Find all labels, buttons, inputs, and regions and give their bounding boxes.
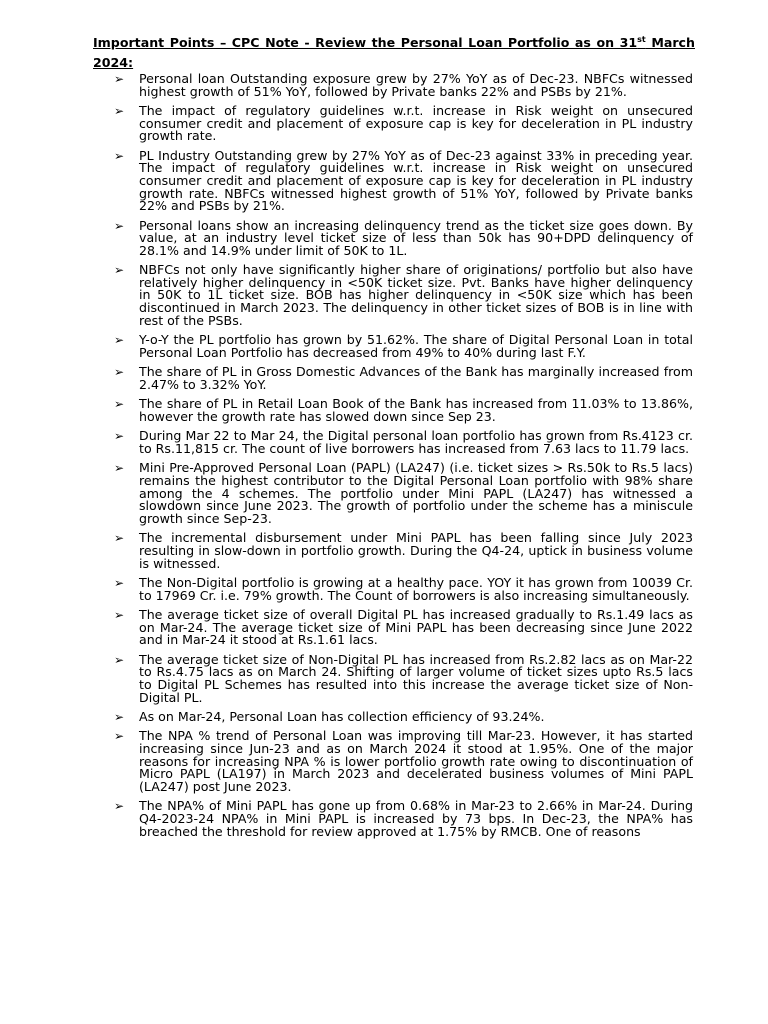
bullet-point-text: PL Industry Outstanding grew by 27% YoY as of Dec-23 against 33% in preceding year. The impact of regulatory guidelines w.r.t. increase in Risk weight on unsecured consumer credit and placement of exposure cap is key for deceleration in PL industry growth rate. NBFCs witnessed highest growth of 51% YoY, followed by Private banks 22% and PSBs by 21%. bbox=[139, 147, 693, 214]
bullet-point-text: Personal loan Outstanding exposure grew by 27% YoY as of Dec-23. NBFCs witnessed highest growth of 51% YoY, followed by Private banks 22% and PSBs by 21%. bbox=[139, 71, 693, 99]
bullet-point bbox=[114, 332, 693, 360]
bullet-point-text: The Non-Digital portfolio is growing at a healthy pace. YOY it has grown from 10039 Cr. to 17969 Cr. i.e. 79% growth. The Count of borrowers is also increasing simultaneously. bbox=[139, 574, 693, 603]
arrow-bullet-icon: ➢ bbox=[114, 148, 125, 163]
heading-text: Important Points – CPC Note - Review the Personal Loan Portfolio as on 31 bbox=[93, 35, 638, 50]
bullet-point-text: During Mar 22 to Mar 24, the Digital personal loan portfolio has grown from Rs.4123 cr. to Rs.11,815 cr. The count of live borrowers has increased from 7.63 lacs to 11.79 lacs. bbox=[139, 428, 693, 456]
bullet-point bbox=[114, 709, 693, 724]
arrow-bullet-icon: ➢ bbox=[114, 104, 125, 119]
bullet-point-text: NBFCs not only have significantly higher share of originations/ portfolio but also have relatively higher delinquency in <50K ticket size. Pvt. Banks have higher delinquency in 50K to 1L ticket size. BOB has higher delinquency in <50K size which has been discontinued in March 2023. The delinquency in other ticket sizes of BOB is in line with rest of the PSBs. bbox=[139, 262, 693, 328]
bullet-point-text: The share of PL in Gross Domestic Advances of the Bank has marginally increased from 2.47% to 3.32% YoY. bbox=[139, 364, 693, 392]
bullet-point bbox=[114, 147, 693, 214]
bullet-point bbox=[114, 217, 693, 258]
bullet-point-list bbox=[0, 73, 768, 845]
arrow-bullet-icon: ➢ bbox=[114, 652, 125, 667]
bullet-point-text: The NPA % trend of Personal Loan was improving till Mar-23. However, it has started increasing since Jun-23 and as on March 2024 it stood at 1.95%. One of the major reasons for increasing NPA % is lower portfolio growth rate owing to discontinuation of Micro PAPL (LA197) in March 2023 and decelerated business volumes of Mini PAPL (LA247) post June 2023. bbox=[139, 728, 693, 794]
arrow-bullet-icon: ➢ bbox=[114, 710, 125, 724]
bullet-point-text: Y-o-Y the PL portfolio has grown by 51.62%. The share of Digital Personal Loan in total Personal Loan Portfolio has decreased from 49% to 40% during last F.Y. bbox=[139, 332, 693, 360]
arrow-bullet-icon: ➢ bbox=[114, 429, 125, 444]
arrow-bullet-icon: ➢ bbox=[114, 365, 125, 380]
bullet-point-text: The share of PL in Retail Loan Book of the Bank has increased from 11.03% to 13.86%, however the growth rate has slowed down since Sep 23. bbox=[139, 396, 693, 424]
arrow-bullet-icon: ➢ bbox=[114, 218, 125, 233]
bullet-point bbox=[114, 607, 693, 648]
bullet-point-text: The average ticket size of overall Digital PL has increased gradually to Rs.1.49 lacs as on Mar-24. The average ticket size of Mini PAPL has been decreasing since June 2022 and in Mar-24 it stood at Rs.1.61 lacs. bbox=[139, 607, 693, 648]
arrow-bullet-icon: ➢ bbox=[114, 799, 125, 814]
bullet-point bbox=[114, 530, 693, 571]
bullet-point bbox=[114, 103, 693, 144]
arrow-bullet-icon: ➢ bbox=[114, 608, 125, 623]
bullet-point bbox=[114, 574, 693, 603]
bullet-point-text: The impact of regulatory guidelines w.r.t. increase in Risk weight on unsecured consumer credit and placement of exposure cap is key for deceleration in PL industry growth rate. bbox=[139, 103, 693, 144]
arrow-bullet-icon: ➢ bbox=[114, 333, 125, 348]
arrow-bullet-icon: ➢ bbox=[114, 263, 125, 278]
arrow-bullet-icon: ➢ bbox=[114, 729, 125, 744]
bullet-point bbox=[114, 728, 693, 794]
heading-superscript: st bbox=[637, 35, 646, 44]
bullet-point-text: As on Mar-24, Personal Loan has collection efficiency of 93.24%. bbox=[139, 709, 545, 724]
bullet-point bbox=[114, 428, 693, 456]
bullet-point bbox=[114, 798, 693, 839]
arrow-bullet-icon: ➢ bbox=[114, 72, 125, 86]
bullet-point-text: The NPA% of Mini PAPL has gone up from 0.68% in Mar-23 to 2.66% in Mar-24. During Q4-2023-24 NPA% in Mini PAPL is increased by 73 bps. In Dec-23, the NPA% has breached the threshold for review approved at 1.75% by RMCB. One of reasons bbox=[139, 798, 693, 839]
arrow-bullet-icon: ➢ bbox=[114, 575, 125, 590]
bullet-point bbox=[114, 364, 693, 392]
bullet-point bbox=[114, 396, 693, 424]
document-heading bbox=[93, 33, 695, 73]
bullet-point bbox=[114, 71, 693, 99]
bullet-point-text: Personal loans show an increasing delinquency trend as the ticket size goes down. By value, at an industry level ticket size of less than 50k has 90+DPD delinquency of 28.1% and 14.9% under limit of 50K to 1L. bbox=[139, 217, 693, 258]
bullet-point-text: The incremental disbursement under Mini PAPL has been falling since July 2023 resulting in slow-down in portfolio growth. During the Q4-24, uptick in business volume is witnessed. bbox=[139, 530, 693, 571]
bullet-point bbox=[114, 262, 693, 328]
arrow-bullet-icon: ➢ bbox=[114, 397, 125, 412]
heading-text-end: March 2024: bbox=[93, 35, 695, 70]
arrow-bullet-icon: ➢ bbox=[114, 461, 125, 476]
bullet-point bbox=[114, 651, 693, 705]
arrow-bullet-icon: ➢ bbox=[114, 531, 125, 546]
bullet-point-text: Mini Pre-Approved Personal Loan (PAPL) (LA247) (i.e. ticket sizes > Rs.50k to Rs.5 lacs) remains the highest contributor to the Digital Personal Loan portfolio with 98% share among the 4 schemes. The portfolio under Mini PAPL (LA247) has witnessed a slowdown since June 2023. The growth of portfolio under the scheme has a miniscule growth since Sep-23. bbox=[139, 460, 693, 526]
bullet-point bbox=[114, 460, 693, 526]
bullet-point-text: The average ticket size of Non-Digital PL has increased from Rs.2.82 lacs as on Mar-22 to Rs.4.75 lacs as on March 24. Shifting of larger volume of ticket sizes upto Rs.5 lacs to Digital PL Schemes has resulted into this increase the average ticket size of Non-Digital PL. bbox=[139, 651, 693, 705]
